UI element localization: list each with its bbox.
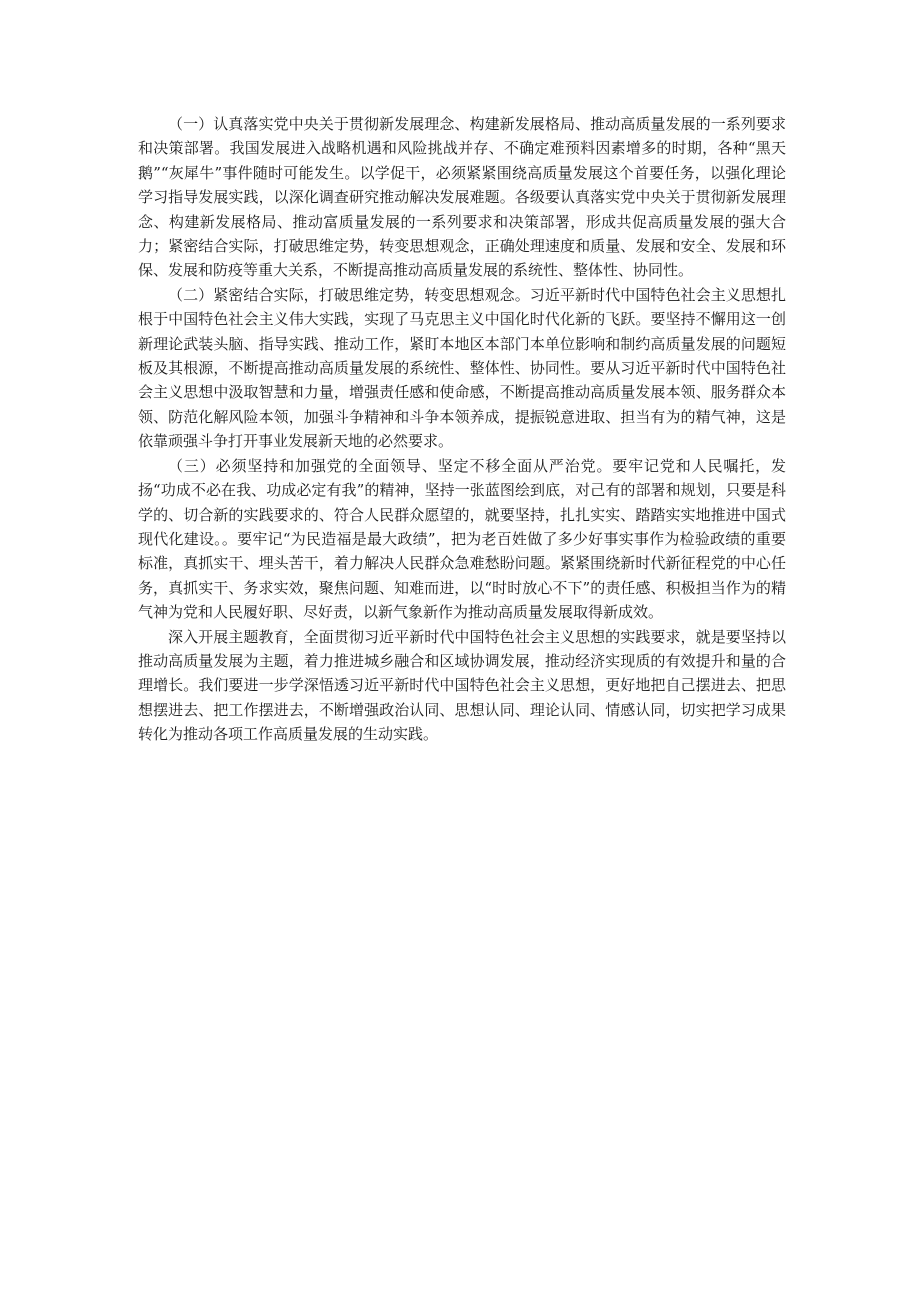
paragraph-4: 深入开展主题教育，全面贯彻习近平新时代中国特色社会主义思想的实践要求，就是要坚持以推动高质量发展为主题，着力推进城乡融合和区域协调发展，推动经济实现质的有效提升和量的合理增长。我们要进一步学深悟透习近平新时代中国特色社会主义思想，更好地把自己摆进去、把思想摆进去、把工作摆进去，不断增强政治认同、思想认同、理论认同、情感认同，切实把学习成果转化为推动各项工作高质量发展的生动实践。 (138, 627, 786, 744)
paragraph-3: （三）必须坚持和加强党的全面领导、坚定不移全面从严治党。要牢记党和人民嘱托，发扬“功成不必在我、功成必定有我”的精神，坚持一张蓝图绘到底，对己有的部署和规划，只要是科学的、切合新的实践要求的、符合人民群众愿望的，就要坚持，扎扎实实、踏踏实实地推进中国式现代化建设。。要牢记“为民造福是最大政绩”，把为老百姓做了多少好事实事作为检验政绩的重要标准，真抓实干、埋头苦干，着力解决人民群众急难愁盼问题。紧紧围绕新时代新征程党的中心任务，真抓实干、务求实效，聚焦问题、知难而进，以“时时放心不下”的责任感、积极担当作为的精气神为党和人民履好职、尽好责，以新气象新作为推动高质量发展取得新成效。 (138, 456, 786, 622)
document-body (138, 112, 786, 747)
paragraph-1: （一）认真落实党中央关于贯彻新发展理念、构建新发展格局、推动高质量发展的一系列要求和决策部署。我国发展进入战略机遇和风险挑战并存、不确定难预料因素增多的时期，各种“黑天鹅”“灰犀牛”事件随时可能发生。以学促干，必须紧紧围绕高质量发展这个首要任务，以强化理论学习指导发展实践，以深化调查研究推动解决发展难题。各级要认真落实党中央关于贯彻新发展理念、构建新发展格局、推动富质量发展的一系列要求和决策部署，形成共促高质量发展的强大合力；紧密结合实际，打破思维定势，转变思想观念，正确处理速度和质量、发展和安全、发展和环保、发展和防疫等重大关系，不断提高推动高质量发展的系统性、整体性、协同性。 (138, 115, 786, 280)
paragraph-2: （二）紧密结合实际，打破思维定势，转变思想观念。习近平新时代中国特色社会主义思想扎根于中国特色社会主义伟大实践，实现了马克思主义中国化时代化新的飞跃。要坚持不懈用这一创新理论武装头脑、指导实践、推动工作，紧盯本地区本部门本单位影响和制约高质量发展的问题短板及其根源，不断提高推动高质量发展的系统性、整体性、协同性。要从习近平新时代中国特色社会主义思想中汲取智慧和力量，增强责任感和使命感，不断提高推动高质量发展本领、服务群众本领、防范化解风险本领，加强斗争精神和斗争本领养成，提振锐意进取、担当有为的精气神，这是依靠顽强斗争打开事业发展新天地的必然要求。 (138, 285, 786, 451)
